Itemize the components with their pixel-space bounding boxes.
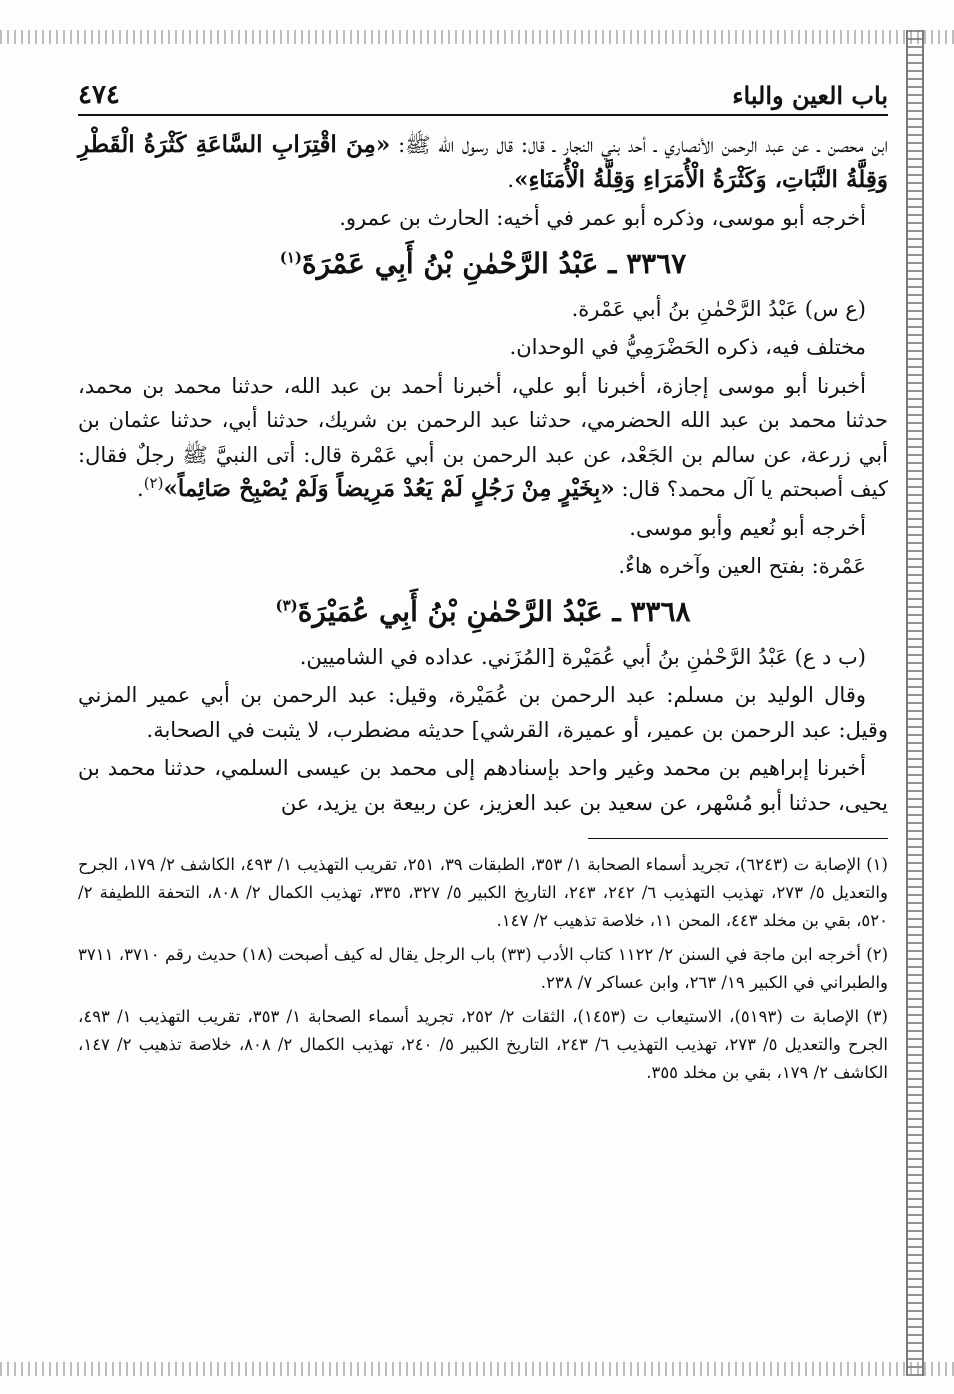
footnote-ref: (١) [279, 248, 302, 267]
hadith-end: . [507, 167, 515, 192]
paragraph: وقال الوليد بن مسلم: عبد الرحمن بن عُمَيْرة، وقيل: عبد الرحمن بن أبي عمير المزني وقيل: عبد الرحمن بن عمير، أو عميرة، القرشي] حديثه مضطرب، لا يثبت في الصحابة. [78, 683, 888, 742]
footnote-ref: (٣) [275, 596, 298, 615]
chapter-title: باب العين والباء [732, 81, 888, 110]
isnad-text: أخبرنا أبو موسى إجازة، أخبرنا أبو علي، أخبرنا أحمد بن عبد الله، حدثنا محمد بن محمد، حدثنا محمد بن عبد الله الحضرمي، حدثنا عبد الرحمن بن شريك، حدثنا أبي، حدثنا عثمان بن أبي زرعة، عن سالم بن الجَعْد، عن عبد الرحمن بن أبي عَمْرة قال: أتى النبيَّ ﷺ رجلٌ فقال: كيف أصبحتم يا آل محمد؟ قال: [78, 373, 888, 501]
main-text [78, 128, 888, 820]
entry-heading-3367 [78, 242, 888, 286]
footnote-3: (٣) الإصابة ت (٥١٩٣)، الاستيعاب ت (١٤٥٣)، الثقات ٢/ ٢٥٢، تجريد أسماء الصحابة ١/ ٣٥٣، تقريب التهذيب ١/ ٤٩٣، الجرح والتعديل ٥/ ٢٧٣، تهذيب التهذيب ٦/ ٢٤٣، التاريخ الكبير ٥/ ٢٤٠، تهذيب الكمال ٢/ ٨٠٨، خلاصة تذهيب ٢/ ١٤٧، الكاشف ٢/ ١٧٩، بقي بن مخلد ٣٥٥. [78, 1007, 889, 1082]
takhrij-line: أخرجه أبو موسى، وذكره أبو عمر في أخيه: الحارث بن عمرو. [339, 206, 866, 230]
narration-text: ابن محصن ـ عن عبد الرحمن الأنصاري ـ أحد بني النجار ـ قال: قال رسول الله ﷺ: [390, 133, 888, 157]
ornamental-border-right [906, 30, 924, 1376]
entry-intro: (ب د ع) عَبْدُ الرَّحْمٰنِ بنُ أبي عُمَيْرة [المُزَني. عداده في الشاميين. [299, 644, 866, 669]
footnote-separator [588, 838, 888, 839]
paragraph [78, 128, 888, 197]
footnote-ref: (٢) [143, 474, 164, 492]
page-content [78, 80, 888, 1093]
entry-title: ٣٣٦٧ ـ عَبْدُ الرَّحْمٰنِ بْنُ أَبِي عَمْرَةَ [301, 246, 687, 280]
entry-heading-3368 [78, 590, 888, 634]
takhrij-line: أخرجه أبو نُعيم وأبو موسى. [629, 515, 866, 540]
ornamental-border-top [0, 30, 954, 44]
hadith-quote: «مِنَ اقْتِرَابِ السَّاعَةِ كَثْرَةُ الْقَطْرِ وَقِلَّةُ النَّبَاتِ، وَكَثْرَةُ الْأُمَرَاءِ وَقِلَّةُ الْأُمَنَاءِ» [78, 131, 888, 193]
page-number: ٤٧٤ [78, 80, 120, 110]
running-header [78, 80, 888, 116]
entry-note-line: مختلف فيه، ذكره الحَضْرَمِيُّ في الوحدان. [509, 335, 866, 359]
footnote-2: (٢) أخرجه ابن ماجة في السنن ٢/ ١١٢٢ كتاب الأدب (٣٣) باب الرجل يقال له كيف أصبحت (١٨) حديث رقم ٣٧١٠، ٣٧١١ والطبراني في الكبير ١٩/ ٢٦٣، وابن عساكر ٧/ ٢٣٨. [78, 945, 889, 992]
hadith-quote: «بِخَيْرٍ مِنْ رَجُلٍ لَمْ يَعُدْ مَرِيضاً وَلَمْ يُصْبِحْ صَائِماً» [163, 475, 615, 502]
entry-intro: (ع س) عَبْدُ الرَّحْمٰنِ بنُ أبي عَمْرة. [571, 296, 866, 321]
entry-title: ٣٣٦٨ ـ عَبْدُ الرَّحْمٰنِ بْنُ أَبِي عُمَيْرَةَ [297, 594, 691, 628]
ornamental-border-bottom [0, 1362, 954, 1376]
isnad-paragraph: أخبرنا إبراهيم بن محمد وغير واحد بإسنادهم إلى محمد بن عيسى السلمي، حدثنا محمد بن يحيى، حدثنا أبو مُسْهر، عن سعيد بن عبد العزيز، عن ربيعة بن يزيد، عن [78, 756, 888, 815]
footnote-1: (١) الإصابة ت (٦٢٤٣)، تجريد أسماء الصحابة ١/ ٣٥٣، الطبقات ٣٩، ٢٥١، تقريب التهذيب ١/ ٤٩٣، الكاشف ٢/ ١٧٩، الجرح والتعديل ٥/ ٢٧٣، تهذيب التهذيب ٦/ ٢٤٢، ٢٤٣، التاريخ الكبير ٥/ ٣٢٧، ٣٣٥، تهذيب الكمال ٢/ ٨٠٨، التحفة اللطيفة ٢/ ٥٢٠، بقي بن مخلد ٤٤٣، المحن ١١، خلاصة تذهيب ٢/ ١٤٧. [78, 855, 888, 930]
hadith-end: . [137, 477, 144, 501]
isnad-paragraph [78, 369, 888, 507]
footnotes [78, 851, 888, 1087]
vocalization-note: عَمْرة: بفتح العين وآخره هاءٌ. [618, 554, 866, 578]
